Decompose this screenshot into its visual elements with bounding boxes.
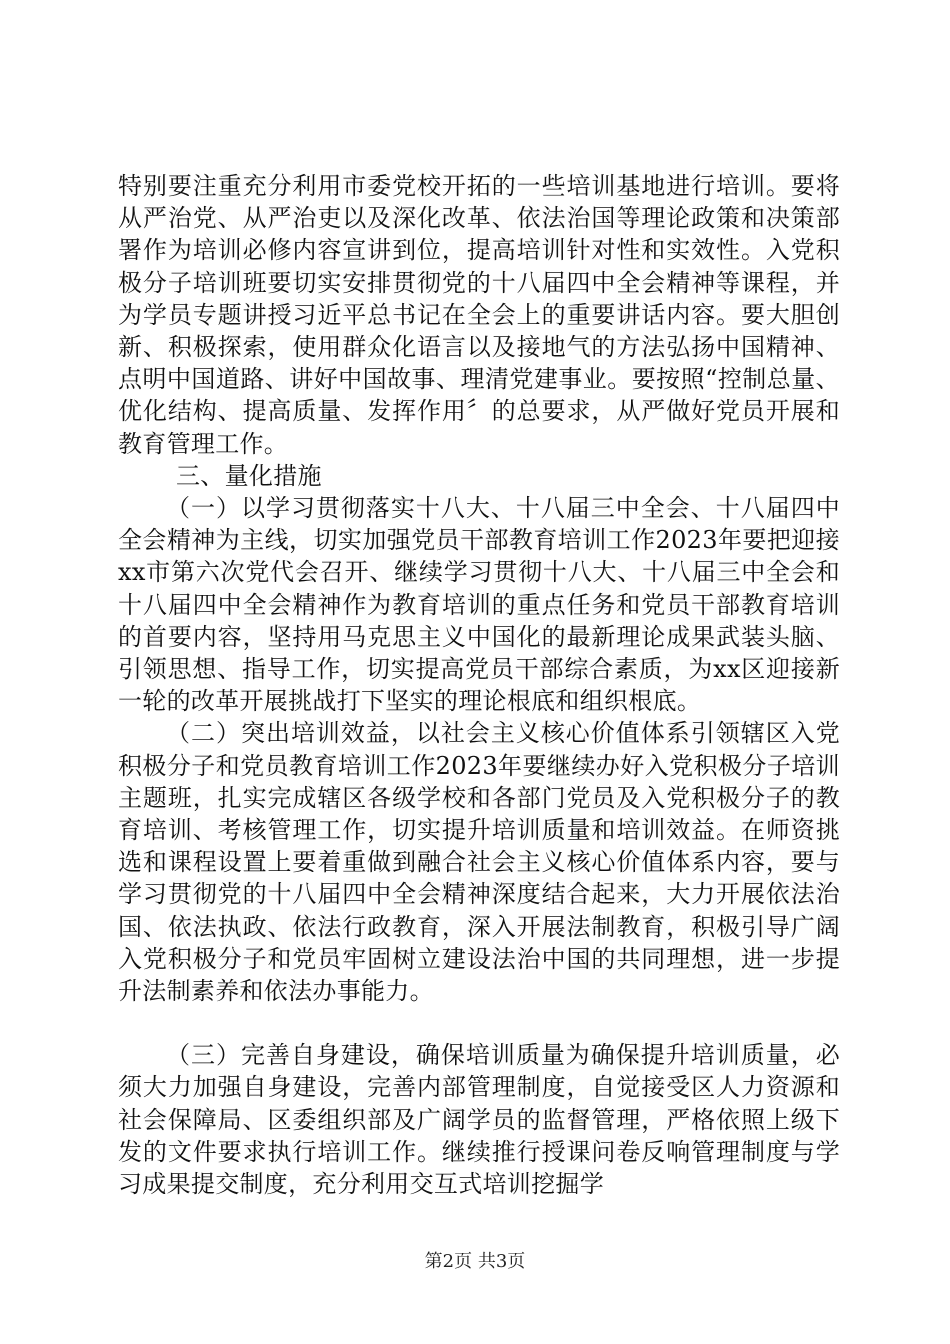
paragraph-measure-3: （三）完善自身建设，确保培训质量为确保提升培训质量，必须大力加强自身建设，完善内部管理制度，自觉接受区人力资源和社会保障局、区委组织部及广阔学员的监督管理，严格依照上级下发的文件要求执行培训工作。继续推行授课问卷反响管理制度与学习成果提交制度，充分利用交互式培训挖掘学 [118, 1041, 840, 1199]
page-footer: 第2页 共3页 [424, 1251, 526, 1272]
paragraph-gap [118, 1007, 840, 1039]
section-heading-quantified-measures: 三、量化措施 [176, 461, 322, 490]
paragraph-measure-2: （二）突出培训效益，以社会主义核心价值体系引领辖区入党积极分子和党员教育培训工作2023年要继续办好入党积极分子培训主题班，扎实完成辖区各级学校和各部门党员及入党积极分子的教育培训、考核管理工作，切实提升培训质量和培训效益。在师资挑选和课程设置上要着重做到融合社会主义核心价值体系内容，要与学习贯彻党的十八届四中全会精神深度结合起来，大力开展依法治国、依法执政、依法行政教育，深入开展法制教育，积极引导广阔入党积极分子和党员牢固树立建设法治中国的共同理想，进一步提升法制素养和依法办事能力。 [118, 719, 840, 1006]
document-body [118, 170, 840, 1200]
paragraph-measure-1: （一）以学习贯彻落实十八大、十八届三中全会、十八届四中全会精神为主线，切实加强党员干部教育培训工作2023年要把迎接xx市第六次党代会召开、继续学习贯彻十八大、十八届三中全会和十八届四中全会精神作为教育培训的重点任务和党员干部教育培训的首要内容，坚持用马克思主义中国化的最新理论成果武装头脑、引领思想、指导工作，切实提高党员干部综合素质，为xx区迎接新一轮的改革开展挑战打下坚实的理论根底和组织根底。 [118, 494, 840, 716]
paragraph-continuation: 特别要注重充分利用市委党校开拓的一些培训基地进行培训。要将从严治党、从严治吏以及深化改革、依法治国等理论政策和决策部署作为培训必修内容宣讲到位，提高培训针对性和实效性。入党积极分子培训班要切实安排贯彻党的十八届四中全会精神等课程，并为学员专题讲授习近平总书记在全会上的重要讲话内容。要大胆创新、积极探索，使用群众化语言以及接地气的方法弘扬中国精神、点明中国道路、讲好中国故事、理清党建事业。要按照“控制总量、优化结构、提高质量、发挥作用〞的总要求，从严做好党员开展和教育管理工作。 [118, 172, 840, 458]
